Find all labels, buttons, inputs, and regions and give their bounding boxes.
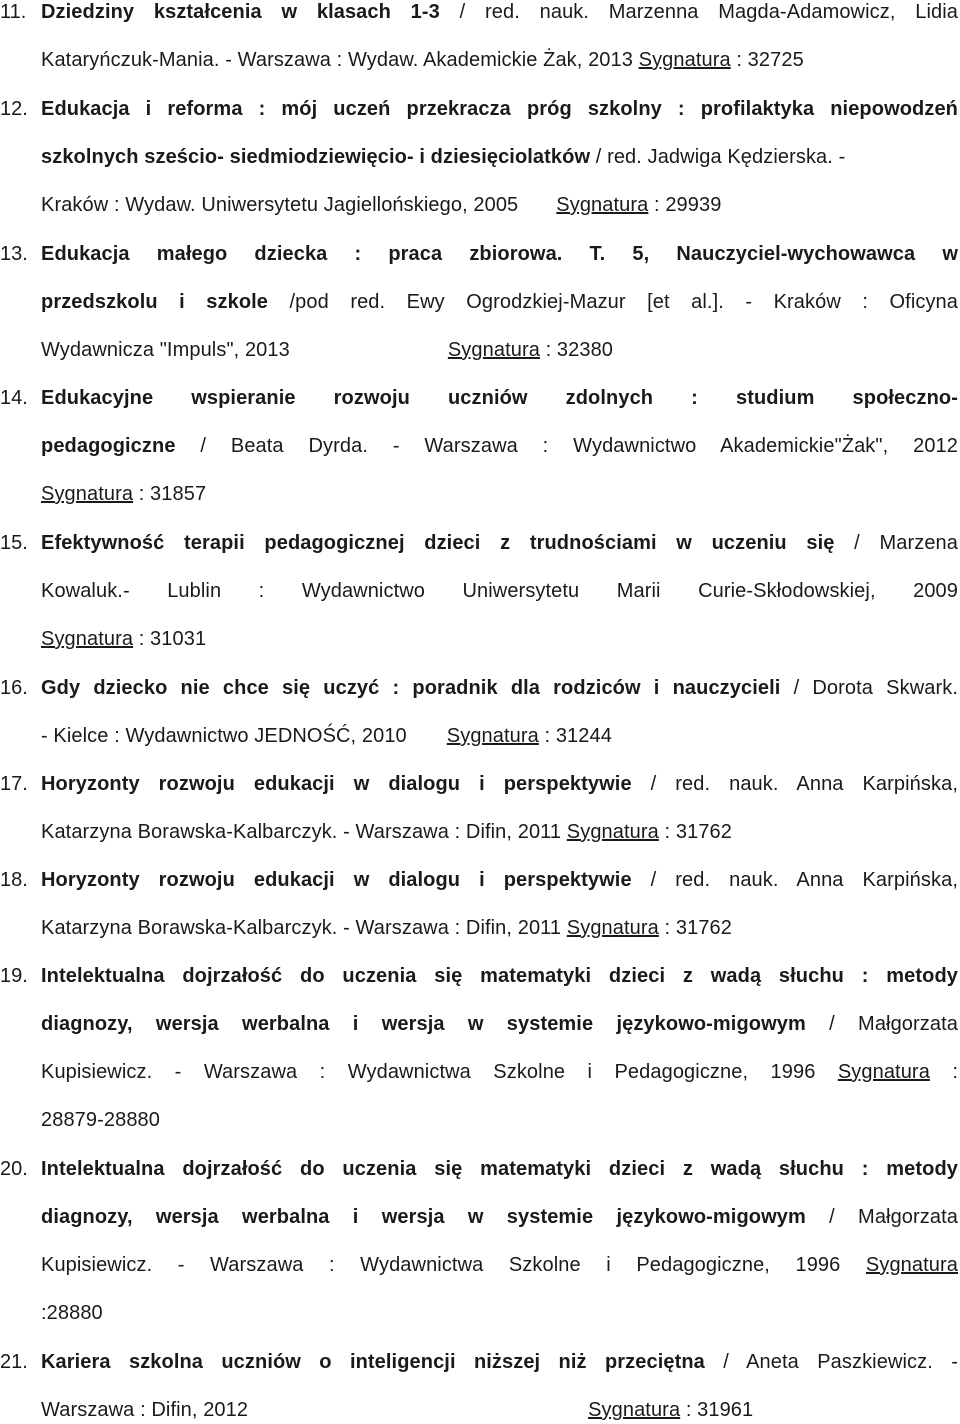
item-title: Gdy dziecko nie chce się uczyć : poradnik dla rodziców i nauczycieli [41,677,781,699]
item-line [41,191,958,219]
item-text: / red. Jadwiga Kędzierska. - [590,146,846,168]
item-line [41,384,958,412]
item-title: Edukacja i reforma : mój uczeń przekracza próg szkolny : profilaktyka niepowodzeń [41,98,958,120]
item-text: /pod red. Ewy Ogrodzkiej-Mazur [et al.]. - Kraków : Oficyna [268,291,959,313]
signature-value: : 32725 [730,49,804,71]
signature-value: : 32380 [539,339,614,361]
item-line [41,625,958,653]
item-text: Kupisiewicz. - Warszawa : Wydawnictwa Szkolne i Pedagogiczne, 1996 [41,1254,866,1276]
item-line [41,722,958,750]
signature-value: : 31762 [658,821,732,843]
item-title: diagnozy, wersja werbalna i wersja w systemie językowo-migowym [41,1206,806,1228]
signature-value: : 31762 [658,917,732,939]
item-text: - Kielce : Wydawnictwo JEDNOŚĆ, 2010 [41,725,407,747]
item-text: / Marzena [834,532,958,554]
item-number: 11. [0,1,27,23]
item-line [41,432,958,460]
item-line [41,914,958,942]
item-number: 18. [0,869,28,891]
signature-label: Sygnatura [837,1061,930,1083]
item-text: Kupisiewicz. - Warszawa : Wydawnictwa Szkolne i Pedagogiczne, 1996 [41,1061,838,1083]
item-line [41,674,958,702]
item-number: 14. [0,387,28,409]
item-title: Dziedziny kształcenia w klasach 1-3 [41,1,440,23]
item-line [41,1251,958,1279]
item-line [41,0,958,26]
signature-label: Sygnatura [41,483,134,505]
signature-label: Sygnatura [638,49,731,71]
item-line [41,288,958,316]
item-line [41,95,958,123]
item-line [41,1058,958,1086]
item-number: 19. [0,965,28,987]
item-number: 17. [0,773,28,795]
item-title: Horyzonty rozwoju edukacji w dialogu i perspektywie [41,773,632,795]
item-text: / red. nauk. Marzenna Magda-Adamowicz, Lidia [439,1,958,23]
item-title: Edukacja małego dziecka : praca zbiorowa. T. 5, Nauczyciel-wychowawca w [41,243,958,265]
item-number: 12. [0,98,28,120]
item-number: 16. [0,677,28,699]
item-text: Warszawa : Difin, 2012 [41,1399,249,1421]
item-number: 15. [0,532,28,554]
item-text: / red. nauk. Anna Karpińska, [631,773,958,795]
item-line [41,1299,958,1327]
signature-label: Sygnatura [447,339,540,361]
item-line [41,818,958,846]
item-line [41,143,958,171]
signature-value: : 29939 [648,194,722,216]
item-text: Katarzyna Borawska-Kalbarczyk. - Warszawa : Difin, 2011 [41,821,567,843]
item-number: 13. [0,243,28,265]
signature-label: Sygnatura [865,1254,958,1276]
item-title: Horyzonty rozwoju edukacji w dialogu i perspektywie [41,869,632,891]
signature-label: Sygnatura [588,1399,681,1421]
item-line [41,480,958,508]
signature-value: : [929,1061,958,1083]
item-line [41,1203,958,1231]
item-line [41,866,958,894]
item-text: Katarzyna Borawska-Kalbarczyk. - Warszawa : Difin, 2011 [41,917,567,939]
item-title: Efektywność terapii pedagogicznej dzieci z trudnościami w uczeniu się [41,532,835,554]
item-text: / Beata Dyrda. - Warszawa : Wydawnictwo Akademickie"Żak", 2012 [175,435,958,457]
item-title: Kariera szkolna uczniów o inteligencji niższej niż przeciętna [41,1351,705,1373]
item-title: Intelektualna dojrzałość do uczenia się matematyki dzieci z wadą słuchu : metody [41,1158,958,1180]
item-line [41,577,958,605]
item-title: szkolnych sześcio- siedmiodziewięcio- i dziesięciolatków [41,146,591,168]
item-line [41,1396,958,1424]
item-line [41,1348,958,1376]
item-text: Kowaluk.- Lublin : Wydawnictwo Uniwersytetu Marii Curie-Skłodowskiej, 2009 [41,580,958,602]
item-text: Kraków : Wydaw. Uniwersytetu Jagiellońskiego, 2005 [41,194,519,216]
item-line [41,336,958,364]
item-line [41,240,958,268]
item-title: diagnozy, wersja werbalna i wersja w systemie językowo-migowym [41,1013,806,1035]
signature-value: : 31244 [538,725,612,747]
signature-value: :28880 [41,1302,103,1324]
item-title: Edukacyjne wspieranie rozwoju uczniów zdolnych : studium społeczno- [41,387,958,409]
signature-label: Sygnatura [41,628,134,650]
item-line [41,962,958,990]
item-text: / red. nauk. Anna Karpińska, [631,869,958,891]
item-number: 21. [0,1351,28,1373]
item-text: / Dorota Skwark. [780,677,958,699]
item-line [41,1106,958,1134]
item-line [41,1010,958,1038]
signature-label: Sygnatura [446,725,539,747]
item-title: przedszkolu i szkole [41,291,269,313]
item-text: Wydawnicza "Impuls", 2013 [41,339,290,361]
item-number: 20. [0,1158,28,1180]
item-line [41,46,958,74]
signature-label: Sygnatura [556,194,649,216]
item-text: Kataryńczuk-Mania. - Warszawa : Wydaw. Akademickie Żak, 2013 [41,49,639,71]
item-line [41,529,958,557]
item-text: / Małgorzata [805,1013,958,1035]
signature-value: : 31857 [133,483,207,505]
signature-label: Sygnatura [566,917,659,939]
signature-value: 28879-28880 [41,1109,160,1131]
item-text: / Aneta Paszkiewicz. - [704,1351,958,1373]
signature-value: : 31031 [133,628,207,650]
item-title: pedagogiczne [41,435,176,457]
item-line [41,770,958,798]
item-title: Intelektualna dojrzałość do uczenia się matematyki dzieci z wadą słuchu : metody [41,965,958,987]
signature-label: Sygnatura [566,821,659,843]
item-text: / Małgorzata [805,1206,958,1228]
signature-value: : 31961 [680,1399,754,1421]
item-line [41,1155,958,1183]
